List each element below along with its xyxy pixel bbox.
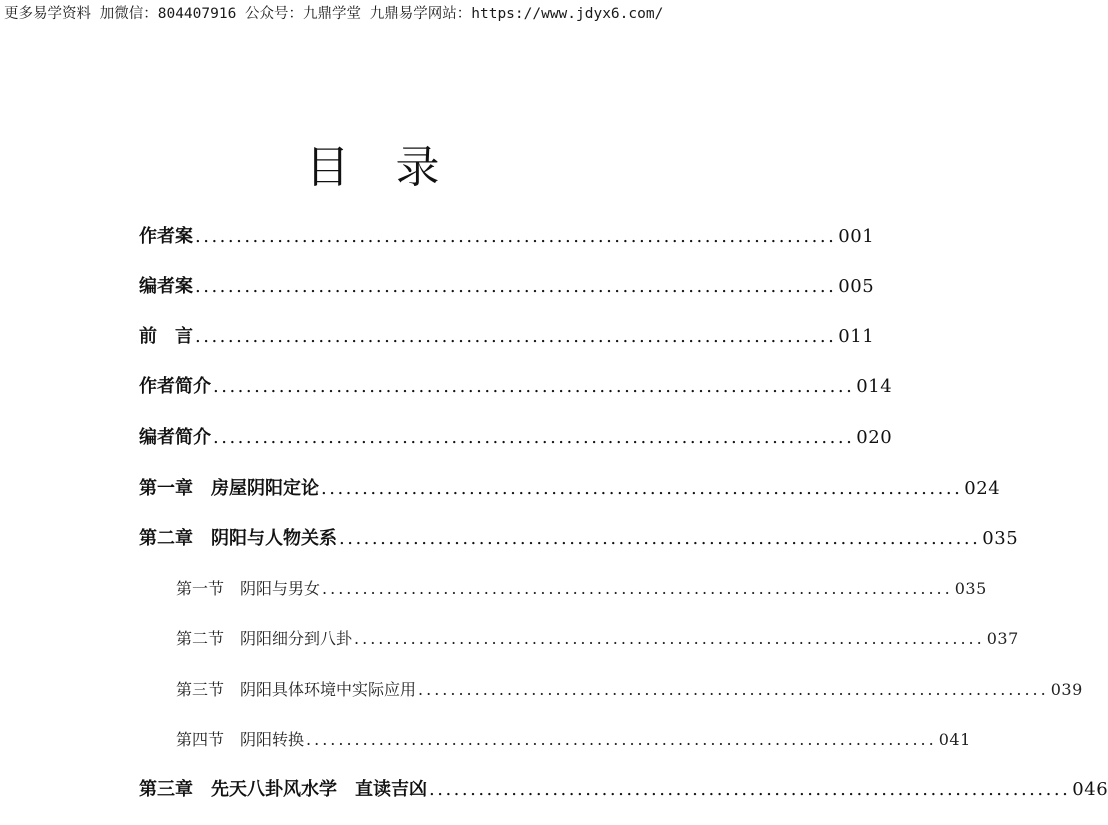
dot-leader: .............................................................................. bbox=[213, 427, 855, 448]
toc-entry-chapter-1 bbox=[139, 474, 1001, 504]
toc-entry-page: 037 bbox=[986, 629, 1019, 648]
toc-entry-page: 020 bbox=[856, 427, 893, 448]
toc-entry-label: 前 言 bbox=[139, 326, 193, 347]
toc-entry-label: 作者案 bbox=[139, 226, 193, 247]
toc-entry-section-2-1 bbox=[176, 574, 987, 604]
dot-leader: .............................................................................. bbox=[418, 680, 1049, 699]
dot-leader: .............................................................................. bbox=[354, 629, 985, 648]
dot-leader: .............................................................................. bbox=[195, 226, 837, 247]
toc-entry-editor-bio bbox=[139, 423, 893, 453]
toc-entry-page: 005 bbox=[838, 276, 875, 297]
dot-leader: .............................................................................. bbox=[306, 730, 937, 749]
header-banner: 更多易学资料 加微信：804407916 公众号：九鼎学堂 九鼎易学网站：https://www.jdyx6.com/ bbox=[4, 6, 664, 22]
toc-entry-page: 041 bbox=[938, 730, 971, 749]
dot-leader: .............................................................................. bbox=[195, 276, 837, 297]
toc-title: 目录 bbox=[305, 142, 486, 193]
dot-leader: .............................................................................. bbox=[429, 779, 1071, 800]
toc-entry-section-2-2 bbox=[176, 624, 1019, 654]
toc-entry-author-bio bbox=[139, 372, 893, 402]
dot-leader: .............................................................................. bbox=[339, 528, 981, 549]
dot-leader: .............................................................................. bbox=[213, 376, 855, 397]
toc-entry-page: 046 bbox=[1072, 779, 1108, 800]
toc-entry-label: 第三章 先天八卦风水学 直读吉凶 bbox=[139, 779, 427, 800]
toc-entry-label: 第一节 阴阳与男女 bbox=[176, 579, 321, 598]
toc-entry-page: 024 bbox=[964, 478, 1001, 499]
dot-leader: .............................................................................. bbox=[322, 579, 953, 598]
toc-entry-page: 035 bbox=[954, 579, 987, 598]
toc-entry-page: 039 bbox=[1050, 680, 1083, 699]
toc-entry-chapter-2 bbox=[139, 524, 1019, 554]
toc-entry-page: 001 bbox=[838, 226, 875, 247]
dot-leader: .............................................................................. bbox=[321, 478, 963, 499]
toc-entry-page: 014 bbox=[856, 376, 893, 397]
toc-entry-author-note bbox=[139, 222, 875, 252]
toc-entry-label: 编者简介 bbox=[139, 427, 211, 448]
toc-entry-label: 第四节 阴阳转换 bbox=[176, 730, 305, 749]
toc-entry-page: 035 bbox=[982, 528, 1019, 549]
toc-entry-chapter-3 bbox=[139, 775, 1108, 805]
toc-entry-label: 第二章 阴阳与人物关系 bbox=[139, 528, 337, 549]
toc-entry-label: 第三节 阴阳具体环境中实际应用 bbox=[176, 680, 417, 699]
toc-entry-editor-note bbox=[139, 272, 875, 302]
toc-entry-page: 011 bbox=[838, 326, 875, 347]
toc-entry-label: 编者案 bbox=[139, 276, 193, 297]
toc-entry-label: 第二节 阴阳细分到八卦 bbox=[176, 629, 353, 648]
toc-entry-section-2-4 bbox=[176, 725, 971, 755]
dot-leader: .............................................................................. bbox=[195, 326, 837, 347]
toc-entry-label: 第一章 房屋阴阳定论 bbox=[139, 478, 319, 499]
toc-entry-label: 作者简介 bbox=[139, 376, 211, 397]
toc-entry-preface bbox=[139, 322, 875, 352]
toc-entry-section-2-3 bbox=[176, 675, 1083, 705]
